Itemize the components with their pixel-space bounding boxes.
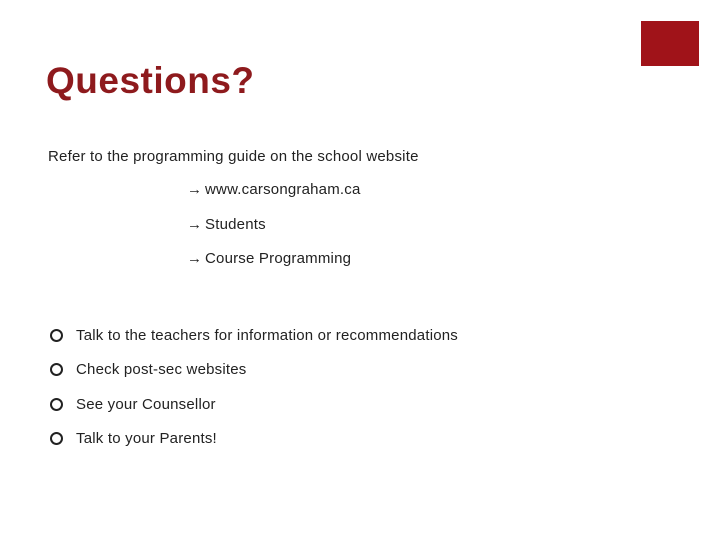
list-item bbox=[50, 318, 458, 353]
bullet-text: Talk to the teachers for information or recommendations bbox=[76, 326, 459, 344]
list-item bbox=[50, 353, 458, 388]
slide-title: Questions? bbox=[46, 60, 255, 101]
arrow-right-icon: → bbox=[187, 216, 203, 233]
circle-bullet-icon bbox=[50, 329, 63, 342]
path-step-label: www.carsongraham.ca bbox=[205, 181, 361, 198]
accent-block bbox=[641, 21, 699, 66]
bullet-text: Talk to your Parents! bbox=[76, 430, 217, 448]
circle-bullet-icon bbox=[50, 432, 63, 445]
bullet-list bbox=[50, 318, 458, 456]
bullet-text: See your Counsellor bbox=[76, 395, 216, 413]
arrow-right-icon: → bbox=[187, 250, 203, 267]
arrow-right-icon: → bbox=[187, 181, 203, 198]
circle-bullet-icon bbox=[50, 398, 63, 411]
bullet-text: Check post-sec websites bbox=[76, 361, 247, 379]
list-item bbox=[50, 387, 458, 422]
list-item bbox=[50, 422, 458, 457]
circle-bullet-icon bbox=[50, 363, 63, 376]
path-step-label: Students bbox=[205, 216, 266, 233]
path-step-label: Course Programming bbox=[205, 250, 352, 267]
path-step-website bbox=[187, 181, 361, 198]
intro-text: Refer to the programming guide on the school website bbox=[48, 148, 419, 165]
path-step-course-programming bbox=[187, 250, 351, 267]
path-step-students bbox=[187, 216, 266, 233]
